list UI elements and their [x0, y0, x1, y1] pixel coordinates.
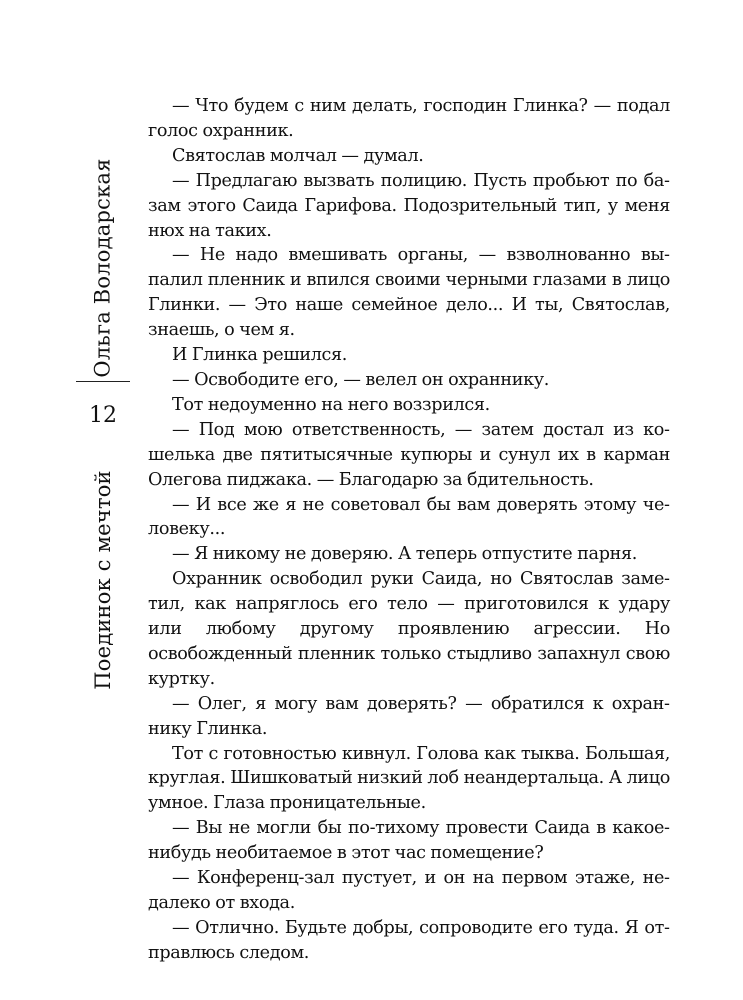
- book-title: Поединок с мечтой: [91, 470, 115, 690]
- paragraph: — Я никому не доверяю. А теперь отпустите парня.: [172, 544, 637, 565]
- paragraph: Святослав молчал — думал.: [172, 145, 424, 166]
- paragraph: — И все же я не советовал бы вам доверять этому человеку...: [148, 494, 670, 540]
- paragraph: — Конференц-зал пустует, и он на первом этаже, недалеко от входа.: [148, 868, 670, 913]
- paragraph: Тот с готовностью кивнул. Голова как тыква. Большая, круглая. Шишковатый низкий лоб неандертальца. А лицо умное. Глаза проницательные.: [148, 743, 670, 814]
- paragraph: — Что будем с ним делать, господин Глинка? — подал голос охранник.: [148, 96, 670, 141]
- page-number: 12: [89, 403, 117, 428]
- paragraph: Тот недоуменно на него воззрился.: [172, 394, 490, 415]
- paragraph: — Не надо вмешивать органы, — взволнованно выпалил пленник и впился своими черными глазами в лицо Глинки. — Это наше семейное дело... И ты, Святослав, знаешь, о чем я.: [148, 245, 670, 341]
- author-name: Ольга Володарская: [91, 158, 116, 378]
- page-text: [148, 94, 670, 966]
- paragraph: — Освободите его, — велел он охраннику.: [172, 369, 549, 390]
- running-head-title: [83, 470, 123, 690]
- running-head-author: [83, 158, 123, 378]
- paragraph: — Отлично. Будьте добры, сопроводите его туда. Я отправлюсь следом.: [148, 917, 670, 963]
- paragraph: — Предлагаю вызвать полицию. Пусть пробьют по базам этого Саида Гарифова. Подозрительный тип, у меня нюх на таких.: [148, 170, 670, 241]
- running-head-divider: [76, 381, 130, 382]
- paragraph: И Глинка решился.: [172, 345, 348, 366]
- paragraph: — Под мою ответственность, — затем достал из кошелька две пятитысячные купюры и сунул их в карман Олегова пиджака. — Благодарю за бдительность.: [148, 419, 670, 490]
- paragraph: — Олег, я могу вам доверять? — обратился к охраннику Глинка.: [148, 693, 670, 739]
- paragraph: Охранник освободил руки Саида, но Святослав заметил, как напряглось его тело — приготовился к удару или любому другому проявлению агрессии. Но освобожденный пленник только стыдливо запахнул свою куртку.: [148, 569, 670, 689]
- paragraph: — Вы не могли бы по-тихому провести Саида в какоенибудь необитаемое в этот час помещение?: [148, 818, 670, 864]
